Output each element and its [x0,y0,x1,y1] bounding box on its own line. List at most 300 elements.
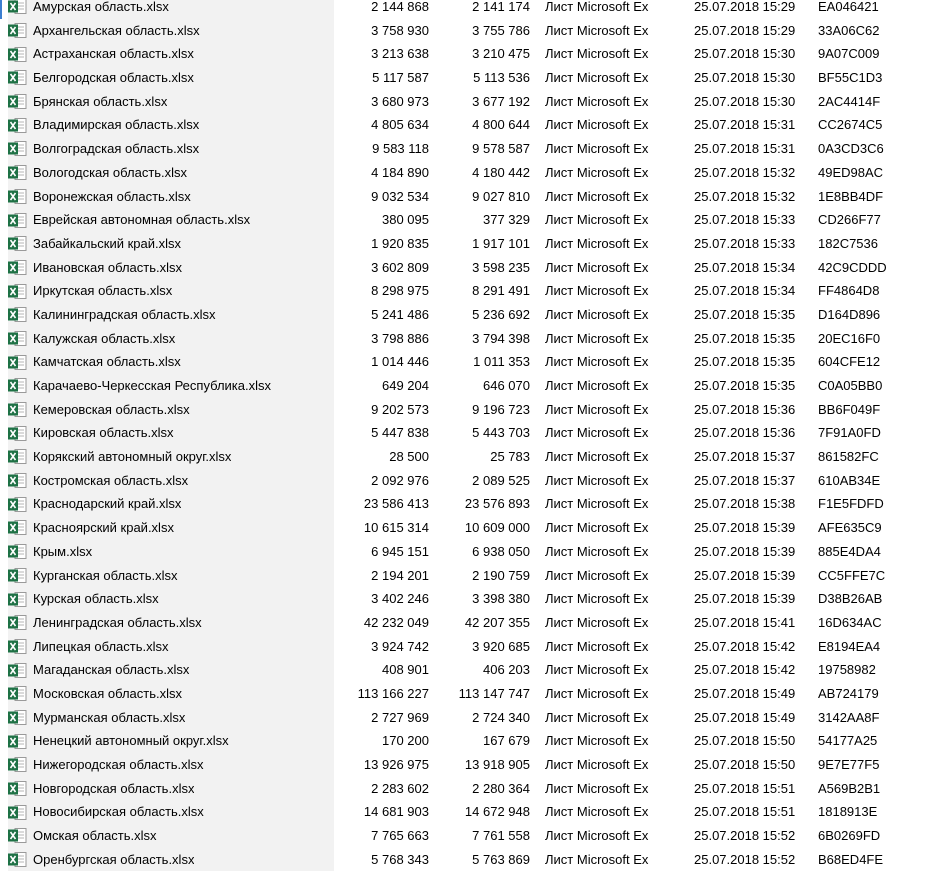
file-packed-size: 9 196 723 [472,401,530,417]
file-name: Кировская область.xlsx [33,425,174,441]
file-name-cell[interactable] [8,350,334,374]
file-name-cell[interactable] [8,327,334,351]
file-name: Оренбургская область.xlsx [33,851,195,867]
file-modified: 25.07.2018 15:52 [694,828,796,844]
file-packed-size: 5 443 703 [472,425,530,441]
file-crc: CC2674C5 [818,117,883,133]
file-name: Новгородская область.xlsx [33,780,195,796]
file-name: Московская область.xlsx [33,685,183,701]
file-name-cell[interactable] [8,421,334,445]
file-crc: D38B26AB [818,591,883,607]
file-size: 9 032 534 [371,188,429,204]
file-row[interactable] [0,682,928,706]
file-row[interactable] [0,350,928,374]
file-name: Красноярский край.xlsx [33,520,174,536]
file-size: 1 920 835 [371,235,429,251]
file-name-cell[interactable] [8,516,334,540]
file-type: Лист Microsoft Ex [545,780,649,796]
file-type: Лист Microsoft Ex [545,733,649,749]
file-name: Курганская область.xlsx [33,567,178,583]
file-row[interactable] [0,706,928,730]
file-row[interactable] [0,421,928,445]
file-name: Белгородская область.xlsx [33,70,194,86]
file-type: Лист Microsoft Ex [545,259,649,275]
file-size: 3 602 809 [371,259,429,275]
file-type: Лист Microsoft Ex [545,685,649,701]
file-size: 42 232 049 [363,614,429,630]
file-type: Лист Microsoft Ex [545,662,649,678]
file-size: 3 798 886 [371,330,429,346]
file-modified: 25.07.2018 15:32 [694,188,796,204]
excel-file-icon [8,710,27,725]
file-name: Астраханская область.xlsx [33,46,194,62]
file-modified: 25.07.2018 15:33 [694,212,796,228]
file-modified: 25.07.2018 15:38 [694,496,796,512]
file-crc: CD266F77 [818,212,881,228]
file-modified: 25.07.2018 15:39 [694,567,796,583]
file-modified: 25.07.2018 15:39 [694,520,796,536]
file-type: Лист Microsoft Ex [545,70,649,86]
file-crc: C0A05BB0 [818,378,883,393]
excel-file-icon [8,568,27,583]
file-size: 1 014 446 [371,354,429,370]
file-modified: 25.07.2018 15:29 [694,0,796,14]
excel-file-icon [8,805,27,820]
file-crc: 19758982 [818,662,876,678]
file-packed-size: 5 763 869 [472,851,530,867]
file-size: 9 583 118 [372,141,429,157]
file-type: Лист Microsoft Ex [545,567,649,583]
file-modified: 25.07.2018 15:41 [694,614,796,630]
excel-file-icon [8,141,27,156]
file-type: Лист Microsoft Ex [545,543,649,559]
file-packed-size: 8 291 491 [472,283,530,299]
file-name-cell[interactable] [8,19,334,43]
file-modified: 25.07.2018 15:32 [694,164,796,180]
file-name-cell[interactable] [8,611,334,635]
file-row[interactable] [0,232,928,256]
file-type: Лист Microsoft Ex [545,378,649,393]
file-name-cell[interactable] [8,0,334,19]
file-crc: FF4864D8 [818,283,880,299]
file-modified: 25.07.2018 15:30 [694,93,796,109]
excel-file-icon [8,426,27,441]
file-packed-size: 25 783 [490,449,530,465]
file-packed-size: 3 677 192 [472,93,530,109]
file-name-cell[interactable] [8,279,334,303]
excel-file-icon [8,260,27,275]
file-type: Лист Microsoft Ex [545,614,649,630]
excel-file-icon [8,0,27,14]
excel-file-icon [8,47,27,62]
file-crc: 6B0269FD [818,828,881,844]
file-packed-size: 9 578 587 [472,141,530,157]
file-name: Ненецкий автономный округ.xlsx [33,733,229,749]
file-packed-size: 2 190 759 [472,567,530,583]
excel-file-icon [8,331,27,346]
file-type: Лист Microsoft Ex [545,93,649,109]
file-crc: 9E7E77F5 [818,757,880,772]
file-crc: AFE635C9 [818,520,882,536]
file-row[interactable] [0,256,928,280]
file-packed-size: 113 147 747 [458,685,530,701]
file-size: 4 805 634 [371,117,429,133]
file-name-cell[interactable] [8,777,334,801]
file-name-cell[interactable] [8,208,334,232]
file-crc: 42C9CDDD [818,259,887,275]
file-row[interactable] [0,564,928,588]
file-row[interactable] [0,753,928,777]
file-crc: 861582FC [818,449,879,465]
file-size: 170 200 [382,733,429,749]
excel-file-icon [8,70,27,85]
file-row[interactable] [0,848,928,872]
file-name-cell[interactable] [8,824,334,848]
file-row[interactable] [0,161,928,185]
file-crc: A569B2B1 [818,780,881,796]
file-size: 2 727 969 [371,709,429,725]
excel-file-icon [8,449,27,464]
file-name-cell[interactable] [8,185,334,209]
file-name-cell[interactable] [8,706,334,730]
file-name-cell[interactable] [8,540,334,564]
file-type: Лист Microsoft Ex [545,22,649,38]
file-size: 23 586 413 [363,496,429,512]
file-type: Лист Microsoft Ex [545,354,649,370]
file-name: Брянская область.xlsx [33,93,168,109]
file-name: Воронежская область.xlsx [33,188,191,204]
file-name-cell[interactable] [8,753,334,777]
file-size: 3 402 246 [371,591,429,607]
excel-file-icon [8,307,27,322]
file-row[interactable] [0,42,928,66]
file-row[interactable] [0,137,928,161]
file-name-cell[interactable] [8,137,334,161]
file-row[interactable] [0,516,928,540]
file-size: 7 765 663 [371,828,429,844]
file-name: Камчатская область.xlsx [33,354,181,370]
file-packed-size: 6 938 050 [472,543,530,559]
file-crc: 33A06C62 [818,22,880,38]
file-crc: 182C7536 [818,235,878,251]
file-name-cell[interactable] [8,398,334,422]
file-row[interactable] [0,0,928,19]
file-type: Лист Microsoft Ex [545,804,649,820]
file-size: 10 615 314 [363,520,429,536]
file-row[interactable] [0,185,928,209]
file-size: 649 204 [382,378,429,393]
excel-file-icon [8,615,27,630]
file-crc: EA046421 [818,0,879,14]
file-name: Владимирская область.xlsx [33,117,200,133]
file-packed-size: 5 113 536 [473,70,530,86]
file-modified: 25.07.2018 15:31 [694,141,796,157]
file-crc: 54177A25 [818,733,878,749]
excel-file-icon [8,213,27,228]
file-name-cell[interactable] [8,469,334,493]
file-modified: 25.07.2018 15:50 [694,733,796,749]
file-name: Забайкальский край.xlsx [33,235,182,251]
file-name-cell[interactable] [8,161,334,185]
file-type: Лист Microsoft Ex [545,496,649,512]
file-name: Новосибирская область.xlsx [33,804,204,820]
file-modified: 25.07.2018 15:52 [694,851,796,867]
file-name: Амурская область.xlsx [33,0,169,14]
file-row[interactable] [0,635,928,659]
file-name-cell[interactable] [8,587,334,611]
file-type: Лист Microsoft Ex [545,141,649,157]
file-type: Лист Microsoft Ex [545,638,649,654]
file-name-cell[interactable] [8,256,334,280]
file-modified: 25.07.2018 15:36 [694,401,796,417]
file-packed-size: 14 672 948 [464,804,530,820]
file-crc: B68ED4FE [818,851,884,867]
file-size: 5 117 587 [372,70,429,86]
file-row[interactable] [0,374,928,398]
file-row[interactable] [0,66,928,90]
file-name-cell[interactable] [8,303,334,327]
file-name-cell[interactable] [8,42,334,66]
file-modified: 25.07.2018 15:35 [694,306,796,322]
excel-file-icon [8,734,27,749]
file-row[interactable] [0,540,928,564]
file-modified: 25.07.2018 15:33 [694,235,796,251]
excel-file-icon [8,236,27,251]
file-modified: 25.07.2018 15:31 [694,117,796,133]
file-packed-size: 377 329 [483,212,530,228]
excel-file-icon [8,284,27,299]
file-type: Лист Microsoft Ex [545,520,649,536]
file-name-cell[interactable] [8,445,334,469]
file-name-cell[interactable] [8,635,334,659]
file-type: Лист Microsoft Ex [545,306,649,322]
file-name-cell[interactable] [8,113,334,137]
file-crc: E8194EA4 [818,638,881,654]
file-row[interactable] [0,279,928,303]
file-name: Калининградская область.xlsx [33,306,216,322]
file-row[interactable] [0,445,928,469]
file-modified: 25.07.2018 15:39 [694,543,796,559]
file-packed-size: 23 576 893 [464,496,530,512]
excel-file-icon [8,355,27,370]
file-size: 14 681 903 [363,804,429,820]
file-name: Нижегородская область.xlsx [33,757,204,772]
excel-file-icon [8,94,27,109]
excel-file-icon [8,520,27,535]
file-packed-size: 9 027 810 [472,188,530,204]
excel-file-icon [8,189,27,204]
file-modified: 25.07.2018 15:42 [694,638,796,654]
file-packed-size: 3 755 786 [472,22,530,38]
file-modified: 25.07.2018 15:37 [694,472,796,488]
file-size: 408 901 [382,662,429,678]
file-crc: 1818913E [818,804,878,820]
file-row[interactable] [0,729,928,753]
file-row[interactable] [0,113,928,137]
file-packed-size: 7 761 558 [472,828,530,844]
file-modified: 25.07.2018 15:35 [694,354,796,370]
file-row[interactable] [0,777,928,801]
file-size: 4 184 890 [371,164,429,180]
file-packed-size: 646 070 [483,378,530,393]
file-size: 2 092 976 [371,472,429,488]
file-name-cell[interactable] [8,800,334,824]
file-name: Вологодская область.xlsx [33,164,188,180]
file-packed-size: 3 920 685 [472,638,530,654]
file-name: Калужская область.xlsx [33,330,176,346]
file-packed-size: 13 918 905 [464,757,530,772]
file-crc: 604CFE12 [818,354,881,370]
file-size: 13 926 975 [363,757,429,772]
file-type: Лист Microsoft Ex [545,851,649,867]
file-crc: 1E8BB4DF [818,188,884,204]
excel-file-icon [8,165,27,180]
file-type: Лист Microsoft Ex [545,212,649,228]
file-size: 9 202 573 [371,401,429,417]
file-crc: BB6F049F [818,401,881,417]
file-packed-size: 1 917 101 [472,235,530,251]
file-name: Архангельская область.xlsx [33,22,200,38]
file-type: Лист Microsoft Ex [545,164,649,180]
excel-file-icon [8,757,27,772]
file-modified: 25.07.2018 15:49 [694,709,796,725]
file-name-cell[interactable] [8,682,334,706]
file-name-cell[interactable] [8,374,334,398]
file-row[interactable] [0,800,928,824]
excel-file-icon [8,497,27,512]
file-packed-size: 1 011 353 [473,354,530,370]
file-row[interactable] [0,469,928,493]
excel-file-icon [8,828,27,843]
file-name: Липецкая область.xlsx [33,638,169,654]
file-type: Лист Microsoft Ex [545,828,649,844]
file-crc: BF55C1D3 [818,70,883,86]
file-row[interactable] [0,587,928,611]
file-row[interactable] [0,492,928,516]
file-name: Иркутская область.xlsx [33,283,173,299]
file-name: Ивановская область.xlsx [33,259,182,275]
file-type: Лист Microsoft Ex [545,591,649,607]
file-row[interactable] [0,303,928,327]
file-name-cell[interactable] [8,564,334,588]
excel-file-icon [8,23,27,38]
file-row[interactable] [0,90,928,114]
file-packed-size: 5 236 692 [472,306,530,322]
file-modified: 25.07.2018 15:37 [694,449,796,465]
file-type: Лист Microsoft Ex [545,283,649,299]
file-size: 3 924 742 [371,638,429,654]
file-size: 3 758 930 [371,22,429,38]
file-name-cell[interactable] [8,658,334,682]
file-name: Ленинградская область.xlsx [33,614,202,630]
file-row[interactable] [0,398,928,422]
file-row[interactable] [0,658,928,682]
file-name: Еврейская автономная область.xlsx [33,212,251,228]
file-type: Лист Microsoft Ex [545,425,649,441]
file-packed-size: 42 207 355 [464,614,530,630]
file-packed-size: 2 724 340 [472,709,530,725]
file-modified: 25.07.2018 15:51 [694,780,796,796]
file-name: Курская область.xlsx [33,591,159,607]
file-name-cell[interactable] [8,232,334,256]
file-packed-size: 2 089 525 [472,472,530,488]
file-packed-size: 4 800 644 [472,117,530,133]
file-size: 3 680 973 [371,93,429,109]
file-modified: 25.07.2018 15:36 [694,425,796,441]
file-modified: 25.07.2018 15:30 [694,70,796,86]
file-type: Лист Microsoft Ex [545,449,649,465]
file-crc: AB724179 [818,685,879,701]
file-name: Мурманская область.xlsx [33,709,186,725]
file-type: Лист Microsoft Ex [545,330,649,346]
file-size: 6 945 151 [371,543,429,559]
excel-file-icon [8,118,27,133]
file-type: Лист Microsoft Ex [545,0,649,14]
file-modified: 25.07.2018 15:51 [694,804,796,820]
file-row[interactable] [0,208,928,232]
file-name-cell[interactable] [8,729,334,753]
file-packed-size: 167 679 [483,733,530,749]
file-size: 3 213 638 [371,46,429,62]
file-row[interactable] [0,327,928,351]
file-size: 113 166 227 [357,685,429,701]
file-crc: 885E4DA4 [818,543,881,559]
file-size: 2 283 602 [371,780,429,796]
file-type: Лист Microsoft Ex [545,401,649,417]
file-packed-size: 2 280 364 [472,780,530,796]
file-type: Лист Microsoft Ex [545,709,649,725]
excel-file-icon [8,378,27,393]
file-name: Крым.xlsx [33,543,93,559]
file-crc: 0A3CD3C6 [818,141,884,157]
file-size: 5 241 486 [371,306,429,322]
file-packed-size: 3 794 398 [472,330,530,346]
file-name: Кемеровская область.xlsx [33,401,190,417]
file-crc: F1E5FDFD [818,496,884,512]
file-name-cell[interactable] [8,90,334,114]
excel-file-icon [8,592,27,607]
file-crc: 2AC4414F [818,93,881,109]
file-name: Карачаево-Черкесская Республика.xlsx [33,378,271,393]
excel-file-icon [8,781,27,796]
excel-file-icon [8,852,27,867]
file-crc: 20EC16F0 [818,330,881,346]
file-size: 28 500 [389,449,429,465]
file-name-cell[interactable] [8,492,334,516]
file-size: 5 768 343 [371,851,429,867]
file-packed-size: 406 203 [483,662,530,678]
file-modified: 25.07.2018 15:34 [694,283,796,299]
file-row[interactable] [0,19,928,43]
file-name: Костромская область.xlsx [33,472,189,488]
file-packed-size: 2 141 174 [472,0,530,14]
file-crc: 49ED98AC [818,164,884,180]
file-modified: 25.07.2018 15:49 [694,685,796,701]
file-row[interactable] [0,611,928,635]
file-name-cell[interactable] [8,848,334,872]
file-row[interactable] [0,824,928,848]
file-crc: 610AB34E [818,472,881,488]
file-type: Лист Microsoft Ex [545,46,649,62]
file-name-cell[interactable] [8,66,334,90]
excel-file-icon [8,663,27,678]
file-modified: 25.07.2018 15:34 [694,259,796,275]
file-crc: 9A07C009 [818,46,880,62]
file-crc: 16D634AC [818,614,882,630]
file-name: Краснодарский край.xlsx [33,496,182,512]
file-modified: 25.07.2018 15:39 [694,591,796,607]
excel-file-icon [8,686,27,701]
